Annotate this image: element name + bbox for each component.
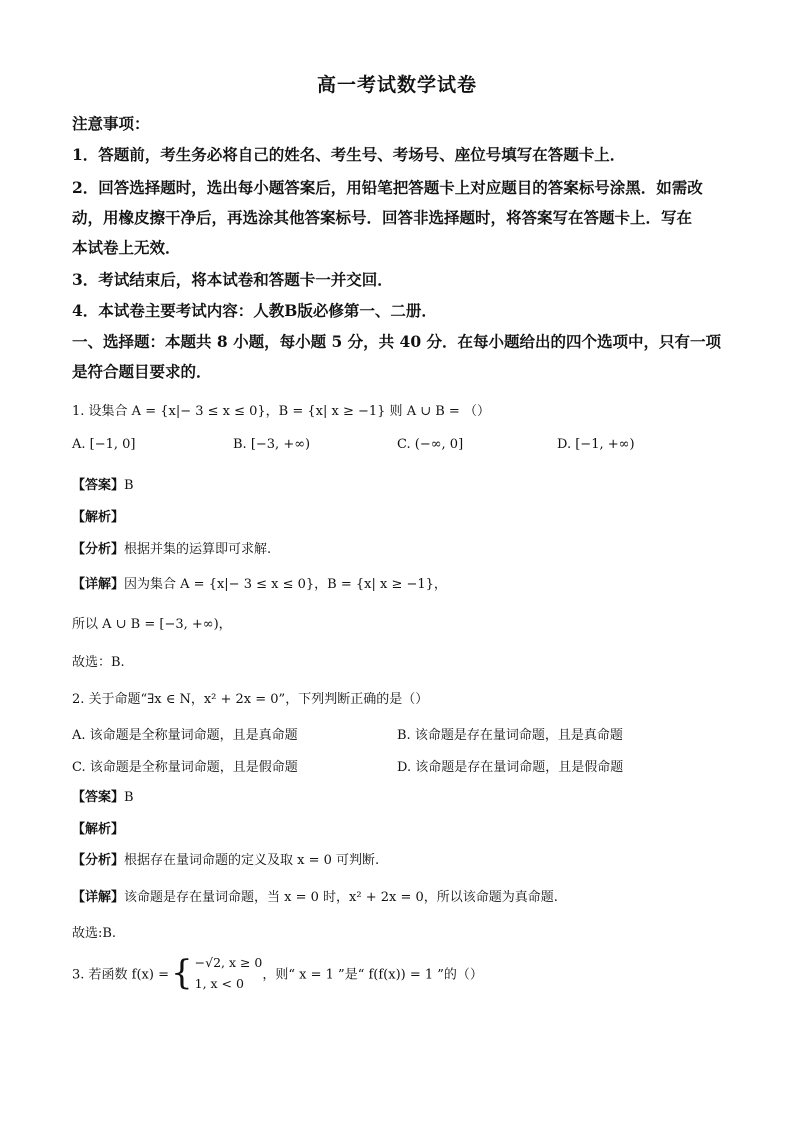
fenxi-tag: 【分析】 [72, 542, 125, 557]
page-title: 高一考试数学试卷 [316, 74, 477, 96]
fenxi-text: 根据并集的运算即可求解. [124, 542, 272, 557]
notice-item-4: 4．本试卷主要考试内容：人教B版必修第一、二册． [72, 301, 437, 320]
question-1-xiangjie [72, 573, 447, 592]
xiangjie-tag: 【详解】 [72, 577, 125, 592]
question-2-fenxi [72, 849, 379, 868]
question-2-option-d: D. 该命题是存在量词命题，且是假命题 [397, 760, 624, 775]
notice-item-2-line-2: 动，用橡皮擦干净后，再选涂其他答案标号．回答非选择题时，将答案写在答题卡上．写在 [72, 208, 693, 227]
analysis-tag: 【解析】 [72, 822, 125, 837]
stem-suffix: ，则“ x = 1 ”是“ f(f(x)) = 1 ”的（） [262, 967, 483, 983]
section-1-line-1: 一、选择题：本题共 8 小题，每小题 5 分，共 40 分．在每小题给出的四个选项中，只有一项 [72, 332, 722, 351]
question-2-xiangjie [72, 886, 558, 905]
analysis-tag: 【解析】 [72, 510, 125, 525]
xiangjie-text: 因为集合 A = {x|− 3 ≤ x ≤ 0}，B = {x| x ≥ −1}， [124, 577, 447, 592]
fenxi-text: 根据存在量词命题的定义及取 x = 0 可判断. [124, 853, 380, 868]
piecewise-cases [195, 952, 263, 994]
answer-value: B [124, 790, 134, 805]
notice-item-2-line-1: 2．回答选择题时，选出每小题答案后，用铅笔把答题卡上对应题目的答案标号涂黑．如需改 [72, 178, 703, 197]
notice-item-1: 1．答题前，考生务必将自己的姓名、考生号、考场号、座位号填写在答题卡上． [72, 145, 626, 164]
question-1-option-a: A. [−1, 0] [72, 437, 136, 452]
question-1-analysis-tag [72, 506, 124, 525]
answer-tag: 【答案】 [72, 790, 125, 805]
question-1-stem: 1. 设集合 A = {x|− 3 ≤ x ≤ 0}，B = {x| x ≥ −1} 则 A ∪ B = （） [72, 404, 490, 419]
fenxi-tag: 【分析】 [72, 853, 125, 868]
section-1-line-2: 是符合题目要求的． [72, 362, 212, 381]
question-2-option-c: C. 该命题是全称量词命题，且是假命题 [72, 760, 298, 775]
question-1-choose: 故选：B. [72, 655, 125, 670]
question-3-stem [72, 952, 483, 994]
notice-heading: 注意事项： [72, 114, 150, 133]
question-2-option-a: A. 该命题是全称量词命题，且是真命题 [72, 728, 298, 743]
piecewise-case-1: −√2, x ≥ 0 [194, 955, 263, 970]
question-2-option-b: B. 该命题是存在量词命题，且是真命题 [397, 728, 623, 743]
question-2-stem: 2. 关于命题“∃x ∈ N，x² + 2x = 0”，下列判断正确的是（） [72, 692, 429, 707]
notice-item-2-line-3: 本试卷上无效． [72, 238, 181, 257]
piecewise-brace: { [170, 953, 193, 993]
question-1-answer [72, 474, 134, 493]
question-2-analysis-tag [72, 818, 124, 837]
question-1-result: 所以 A ∪ B = [−3, +∞)， [72, 617, 232, 632]
question-1-option-c: C. (−∞, 0] [397, 437, 464, 452]
piecewise-case-2: 1, x < 0 [194, 976, 244, 991]
stem-prefix: 3. 若函数 f(x) = [72, 967, 169, 983]
answer-tag: 【答案】 [72, 478, 125, 493]
answer-value: B [124, 478, 134, 493]
question-2-answer [72, 786, 134, 805]
question-1-option-b: B. [−3, +∞) [233, 437, 311, 452]
question-1-option-d: D. [−1, +∞) [557, 437, 635, 452]
xiangjie-tag: 【详解】 [72, 890, 125, 905]
question-1-fenxi [72, 538, 271, 557]
notice-item-3: 3．考试结束后，将本试卷和答题卡一并交回． [72, 270, 393, 289]
xiangjie-text: 该命题是存在量词命题，当 x = 0 时，x² + 2x = 0，所以该命题为真命题. [124, 890, 558, 905]
question-2-choose: 故选:B. [72, 926, 117, 941]
